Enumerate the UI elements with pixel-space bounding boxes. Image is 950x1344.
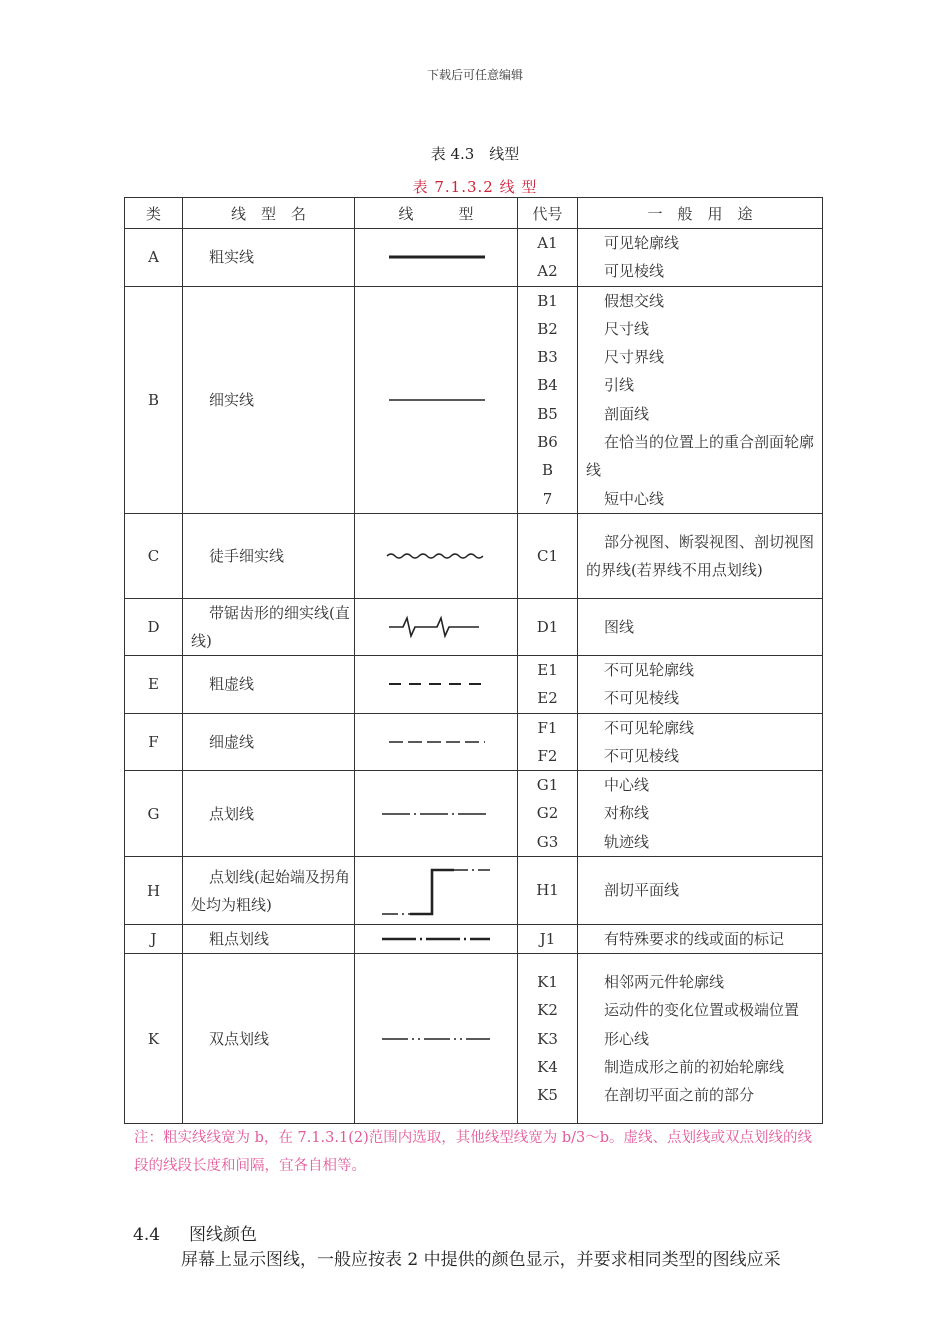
row-codes (518, 713, 578, 771)
use-item: 对称线 (604, 804, 650, 823)
line-sample-thin-dashed (355, 713, 518, 771)
line-sample-thick-dash-dot (355, 925, 518, 954)
code-item: B6 (537, 433, 558, 452)
use-item: 图线 (604, 617, 635, 636)
code-item: A1 (537, 234, 558, 252)
row-codes (518, 229, 578, 287)
line-sample-thick-dashed (355, 655, 518, 713)
code-item: B5 (537, 404, 558, 423)
table-row (125, 771, 823, 857)
code-item: A2 (537, 262, 558, 281)
header-line-type: 线 型 (355, 198, 518, 229)
use-item: 形心线 (604, 1029, 650, 1048)
code-item: G3 (536, 832, 559, 851)
row-name: 带锯齿形的细实线(直线) (183, 598, 355, 655)
row-codes (518, 513, 578, 598)
code-item: F2 (537, 746, 558, 765)
table-row (125, 857, 823, 925)
use-item: 运动件的变化位置或极端位置 (604, 1001, 800, 1020)
use-item: 有特殊要求的线或面的标记 (604, 930, 785, 949)
use-item: 不可见轮廓线 (604, 660, 695, 679)
row-codes (518, 771, 578, 857)
use-item: 尺寸线 (604, 319, 650, 338)
line-sample-cutting-plane (355, 857, 518, 925)
line-sample-double-dash-dot (355, 954, 518, 1124)
table-row (125, 513, 823, 598)
row-class: E (125, 655, 183, 713)
code-item: G2 (536, 804, 559, 823)
use-item: 在剖切平面之前的部分 (604, 1086, 755, 1105)
code-item: K3 (537, 1029, 558, 1048)
row-name: 双点划线 (183, 954, 355, 1124)
table-row (125, 925, 823, 954)
code-item: C1 (536, 546, 559, 565)
row-codes (518, 925, 578, 954)
row-codes (518, 857, 578, 925)
header-code: 代号 (518, 198, 578, 229)
use-item: 引线 (604, 376, 635, 395)
header-class: 类 (125, 198, 183, 229)
row-class: D (125, 598, 183, 655)
body-paragraph: 屏幕上显示图线，一般应按表 2 中提供的颜色显示，并要求相同类型的图线应采 (181, 1250, 781, 1270)
use-item: 相邻两元件轮廓线 (604, 973, 725, 992)
table-row (125, 713, 823, 771)
use-item: 不可见棱线 (604, 689, 680, 708)
row-uses (578, 655, 823, 713)
code-item: K1 (537, 973, 558, 992)
use-item: 制造成形之前的初始轮廓线 (604, 1057, 785, 1076)
section-title: 图线颜色 (189, 1225, 257, 1245)
row-class: K (125, 954, 183, 1124)
row-name: 粗实线 (183, 229, 355, 287)
use-item: 尺寸界线 (604, 348, 665, 367)
row-class: C (125, 513, 183, 598)
use-item: 部分视图、断裂视图、剖切视图的界线(若界线不用点划线) (586, 532, 815, 579)
use-item: 可见轮廓线 (604, 234, 680, 252)
code-item: B (541, 461, 554, 480)
row-name: 点划线(起始端及拐角处均为粗线) (183, 857, 355, 925)
table-row (125, 655, 823, 713)
code-item: 7 (542, 489, 553, 508)
row-name: 粗点划线 (183, 925, 355, 954)
section-number: 4.4 (133, 1225, 161, 1245)
row-class: J (125, 925, 183, 954)
row-class: F (125, 713, 183, 771)
row-uses (578, 713, 823, 771)
use-item: 不可见棱线 (604, 746, 680, 765)
code-item: B2 (537, 319, 558, 338)
code-item: H1 (536, 881, 559, 900)
code-item: E1 (537, 660, 558, 679)
code-item: G1 (536, 776, 559, 795)
table-caption: 表 4.3 线型 (430, 145, 520, 163)
use-item: 短中心线 (604, 489, 665, 508)
use-item: 剖面线 (604, 404, 650, 423)
code-item: K2 (537, 1001, 558, 1020)
row-name: 点划线 (183, 771, 355, 857)
code-item: B1 (537, 291, 558, 310)
use-item: 假想交线 (604, 291, 665, 310)
row-name: 细虚线 (183, 713, 355, 771)
table-title: 表 7.1.3.2 线 型 (412, 178, 538, 196)
row-codes (518, 286, 578, 513)
code-item: J1 (539, 930, 556, 949)
line-sample-freehand (355, 513, 518, 598)
use-item: 中心线 (604, 776, 650, 795)
code-item: D1 (536, 617, 559, 636)
table-row (125, 286, 823, 513)
row-uses (578, 513, 823, 598)
row-uses (578, 925, 823, 954)
line-sample-dash-dot (355, 771, 518, 857)
row-name: 粗虚线 (183, 655, 355, 713)
code-item: K5 (537, 1086, 558, 1105)
header-note: 下载后可任意编辑 (426, 68, 523, 82)
table-footnote: 注：粗实线线宽为 b，在 7.1.3.1(2)范围内选取，其他线型线宽为 b/3～b。虚线、点划线或双点划线的线段的线段长度和间隔，宜各自相等。 (134, 1130, 813, 1174)
use-item: 可见棱线 (604, 262, 665, 281)
header-usage: 一 般 用 途 (578, 198, 823, 229)
row-class: H (125, 857, 183, 925)
code-item: B4 (537, 376, 558, 395)
row-uses (578, 954, 823, 1124)
row-codes (518, 655, 578, 713)
code-item: B3 (537, 348, 558, 367)
row-class: G (125, 771, 183, 857)
use-item: 轨迹线 (604, 832, 650, 851)
line-sample-thin-solid (355, 286, 518, 513)
code-item: F1 (537, 718, 558, 737)
row-uses (578, 229, 823, 287)
row-class: A (125, 229, 183, 287)
row-codes (518, 598, 578, 655)
table-row (125, 954, 823, 1124)
use-item: 剖切平面线 (604, 881, 680, 900)
line-sample-thick-solid (355, 229, 518, 287)
line-type-table (124, 197, 823, 1124)
code-item: K4 (537, 1057, 558, 1076)
use-item: 不可见轮廓线 (604, 718, 695, 737)
row-uses (578, 286, 823, 513)
row-uses (578, 598, 823, 655)
code-item: E2 (537, 689, 558, 708)
header-line-name: 线 型 名 (183, 198, 355, 229)
row-name: 细实线 (183, 286, 355, 513)
row-codes (518, 954, 578, 1124)
row-uses (578, 771, 823, 857)
table-row (125, 598, 823, 655)
use-item: 在恰当的位置上的重合剖面轮廓线 (586, 433, 815, 480)
line-sample-zigzag (355, 598, 518, 655)
row-uses (578, 857, 823, 925)
table-row (125, 229, 823, 287)
row-name: 徒手细实线 (183, 513, 355, 598)
section-heading (133, 1220, 257, 1245)
row-class: B (125, 286, 183, 513)
table-header-row (125, 198, 823, 229)
